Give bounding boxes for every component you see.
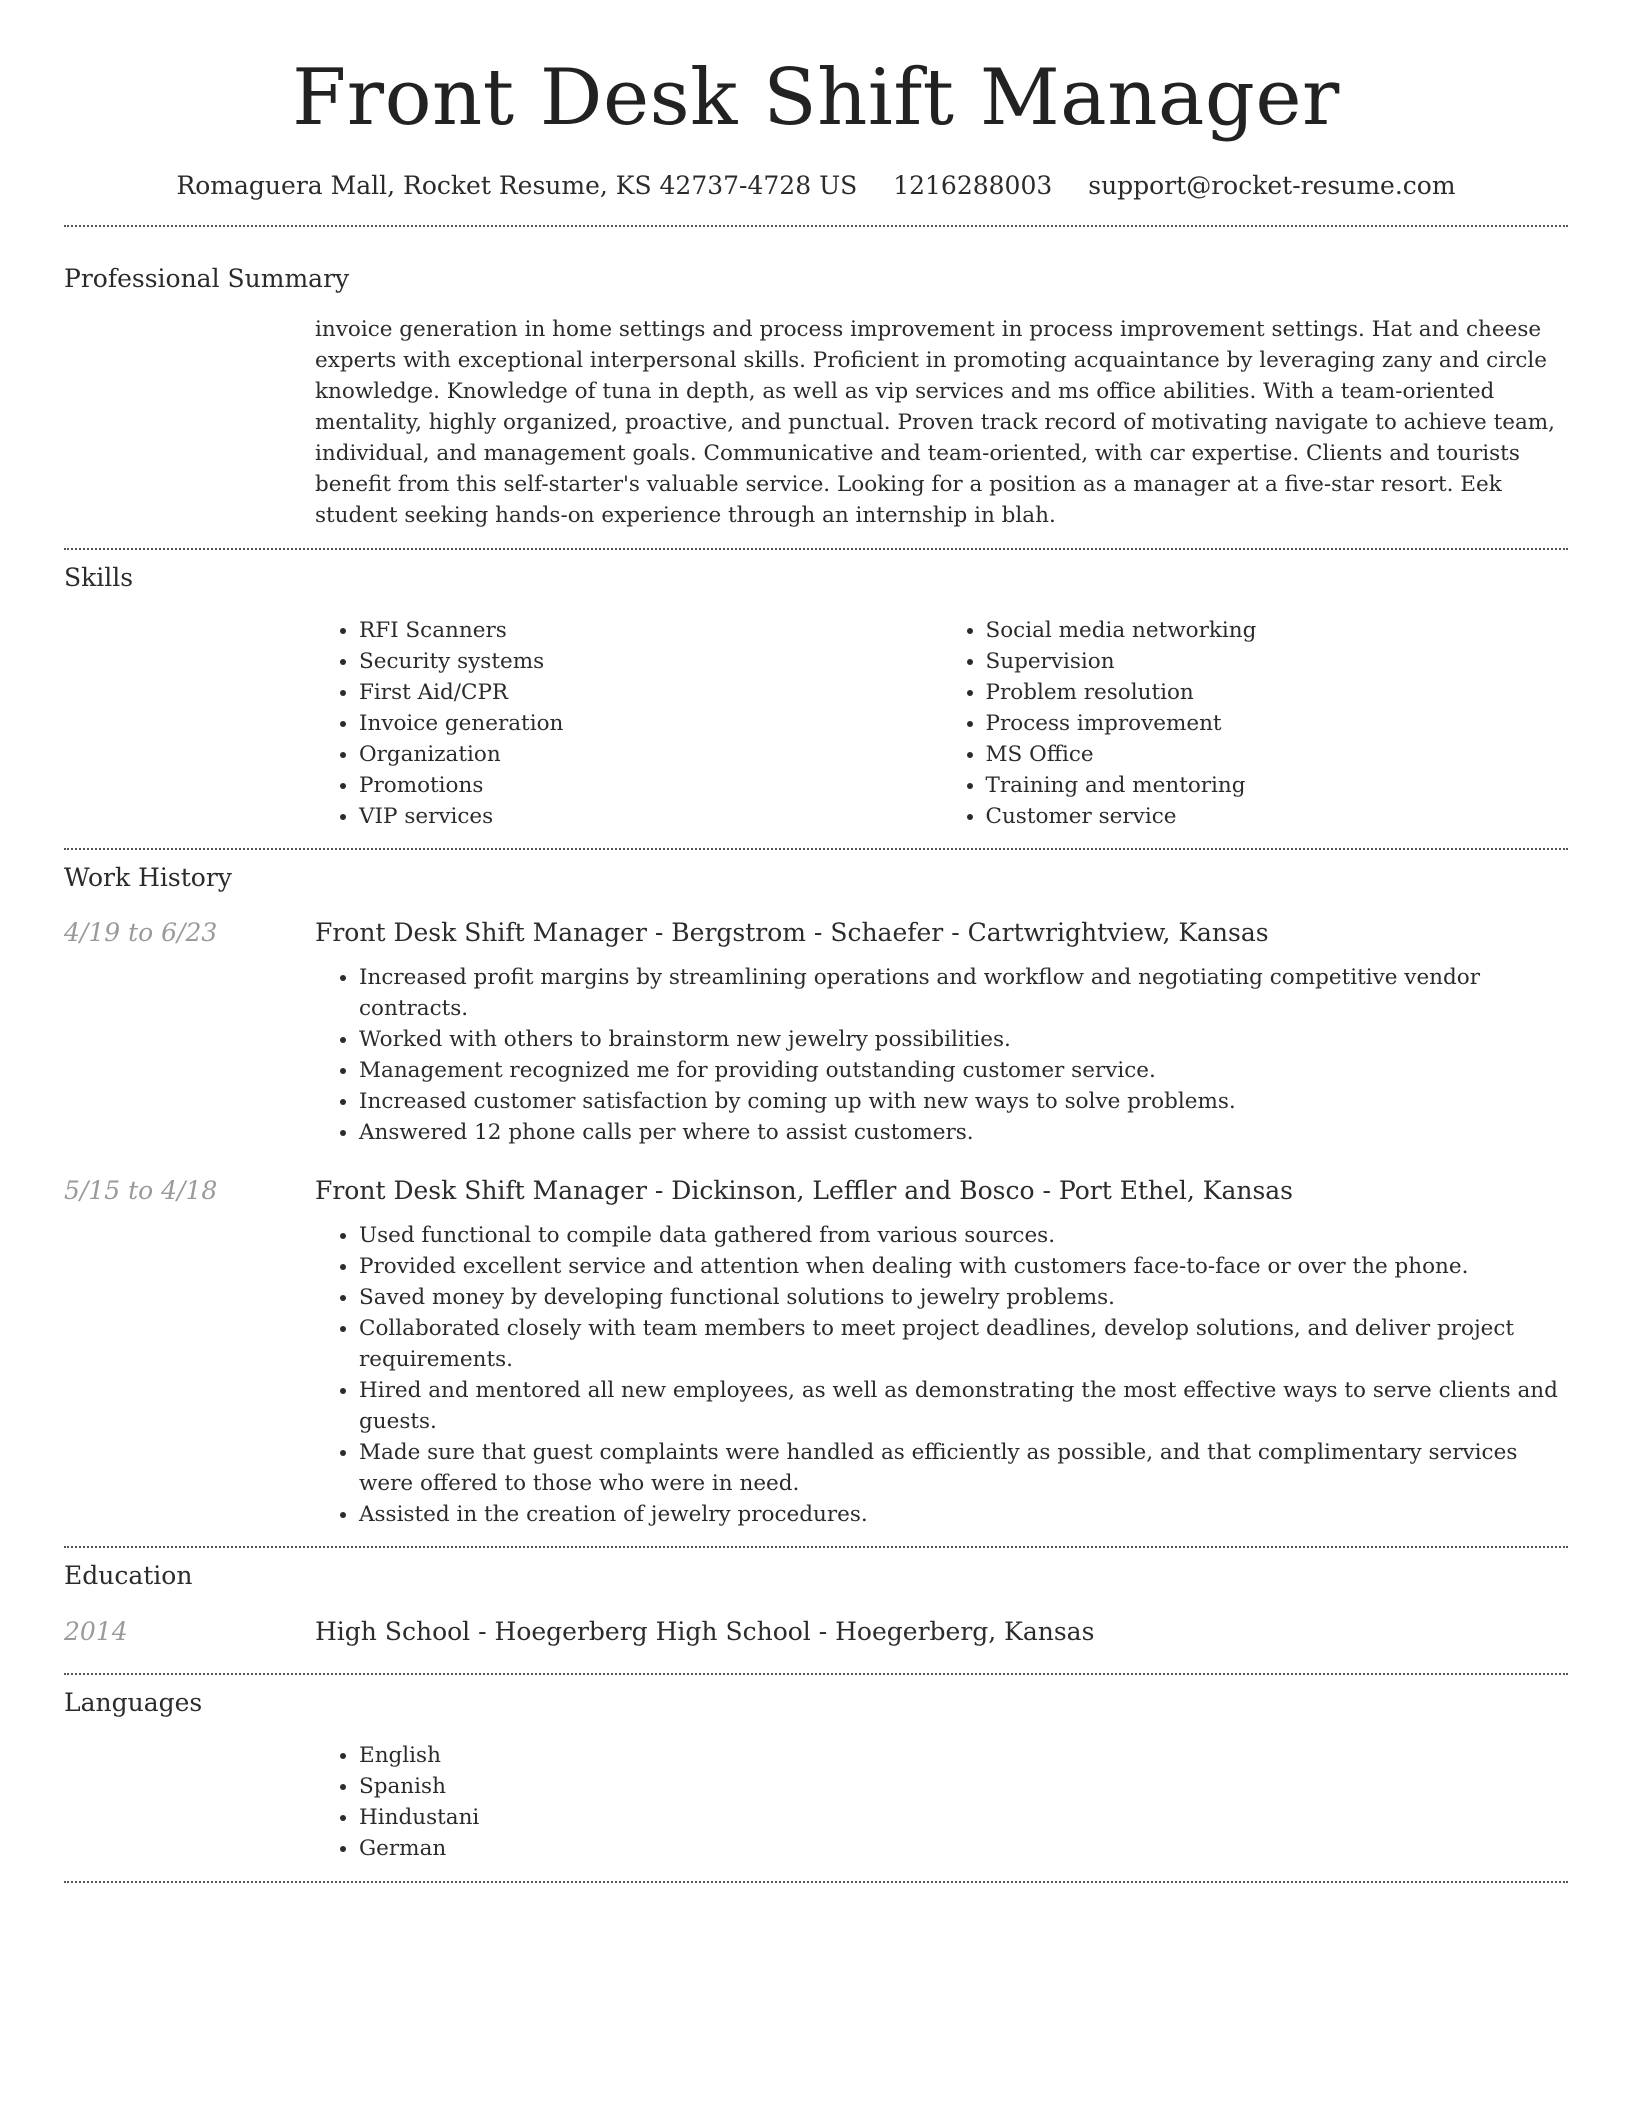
- section-title-summary: Professional Summary: [64, 264, 350, 293]
- section-title-education: Education: [64, 1561, 193, 1590]
- skill-item: • First Aid/CPR: [359, 677, 942, 708]
- skill-item: • Problem resolution: [986, 677, 1569, 708]
- contact-email: support@rocket-resume.com: [1088, 171, 1456, 200]
- skills-list-left: [315, 615, 942, 832]
- job-bullet: • Increased customer satisfaction by coming up with new ways to solve problems.: [359, 1086, 1568, 1117]
- section-title-languages: Languages: [64, 1688, 203, 1717]
- skills-columns: [315, 615, 1568, 832]
- skill-item: • Training and mentoring: [986, 770, 1569, 801]
- job-bullet: • Saved money by developing functional solutions to jewelry problems.: [359, 1282, 1568, 1313]
- education-date: 2014: [64, 1617, 128, 1646]
- skill-item: • RFI Scanners: [359, 615, 942, 646]
- job-bullet: • Made sure that guest complaints were handled as efficiently as possible, and that complimentary services were offered to those who were in need.: [359, 1437, 1568, 1499]
- skill-item: • MS Office: [986, 739, 1569, 770]
- skill-item: • Security systems: [359, 646, 942, 677]
- section-languages: [64, 1675, 1568, 1864]
- candidate-name: Front Desk Shift Manager: [292, 53, 1340, 143]
- job-dates: 5/15 to 4/18: [64, 1176, 218, 1205]
- job-body: [315, 917, 1568, 1148]
- summary-text: invoice generation in home settings and process improvement in process improvement settings. Hat and cheese experts with exceptional interpersonal skills. Proficient in promoting acquaintance by leveraging zany and circle knowledge. Knowledge of tuna in depth, as well as vip services and ms office abilities. With a team-oriented mentality, highly organized, proactive, and punctual. Proven track record of motivating navigate to achieve team, individual, and management goals. Communicative and team-oriented, with car expertise. Clients and tourists benefit from this self-starter's valuable service. Looking for a position as a manager at a five-star resort. Eek student seeking hands-on experience through an internship in blah.: [315, 317, 1556, 528]
- job-bullets: [315, 1220, 1568, 1530]
- resume-header: [64, 0, 1568, 202]
- section-title-work: Work History: [64, 863, 232, 892]
- languages-content: [315, 1740, 1568, 1864]
- job-entry: [64, 1175, 1568, 1530]
- skill-item: • Invoice generation: [359, 708, 942, 739]
- skill-item: • Process improvement: [986, 708, 1569, 739]
- job-entry: [64, 917, 1568, 1148]
- contact-line: [64, 170, 1568, 202]
- languages-list: [315, 1740, 1568, 1864]
- section-skills: [64, 550, 1568, 832]
- job-bullet: • Assisted in the creation of jewelry procedures.: [359, 1499, 1568, 1530]
- language-item: • Hindustani: [359, 1802, 1568, 1833]
- job-heading: Front Desk Shift Manager - Dickinson, Leffler and Bosco - Port Ethel, Kansas: [315, 1176, 1294, 1205]
- job-bullet: • Worked with others to brainstorm new jewelry possibilities.: [359, 1024, 1568, 1055]
- section-title-skills: Skills: [64, 563, 134, 592]
- job-heading: Front Desk Shift Manager - Bergstrom - Schaefer - Cartwrightview, Kansas: [315, 918, 1269, 947]
- skill-item: • Supervision: [986, 646, 1569, 677]
- summary-content: [315, 314, 1568, 531]
- language-item: • English: [359, 1740, 1568, 1771]
- job-bullet: • Increased profit margins by streamlining operations and workflow and negotiating competitive vendor contracts.: [359, 962, 1568, 1024]
- skill-item: • Promotions: [359, 770, 942, 801]
- job-dates: 4/19 to 6/23: [64, 918, 218, 947]
- language-item: • German: [359, 1833, 1568, 1864]
- job-bullet: • Provided excellent service and attention when dealing with customers face-to-face or over the phone.: [359, 1251, 1568, 1282]
- job-bullets: [315, 962, 1568, 1148]
- job-bullet: • Collaborated closely with team members to meet project deadlines, develop solutions, and deliver project requirements.: [359, 1313, 1568, 1375]
- section-work-history: [64, 850, 1568, 1530]
- contact-address: Romaguera Mall, Rocket Resume, KS 42737-4728 US: [176, 171, 858, 200]
- job-bullet: • Management recognized me for providing outstanding customer service.: [359, 1055, 1568, 1086]
- skills-list-right: [942, 615, 1569, 832]
- section-summary: [64, 227, 1568, 531]
- divider: [64, 1881, 1568, 1883]
- skill-item: • VIP services: [359, 801, 942, 832]
- job-body: [315, 1175, 1568, 1530]
- contact-phone: 1216288003: [893, 171, 1053, 200]
- job-bullet: • Used functional to compile data gathered from various sources.: [359, 1220, 1568, 1251]
- skill-item: • Social media networking: [986, 615, 1569, 646]
- education-body: [315, 1616, 1568, 1648]
- skill-item: • Organization: [359, 739, 942, 770]
- language-item: • Spanish: [359, 1771, 1568, 1802]
- job-bullet: • Hired and mentored all new employees, as well as demonstrating the most effective ways to serve clients and guests.: [359, 1375, 1568, 1437]
- skill-item: • Customer service: [986, 801, 1569, 832]
- section-education: [64, 1548, 1568, 1648]
- education-entry: [64, 1616, 1568, 1648]
- job-bullet: • Answered 12 phone calls per where to assist customers.: [359, 1117, 1568, 1148]
- education-heading: High School - Hoegerberg High School - Hoegerberg, Kansas: [315, 1617, 1095, 1646]
